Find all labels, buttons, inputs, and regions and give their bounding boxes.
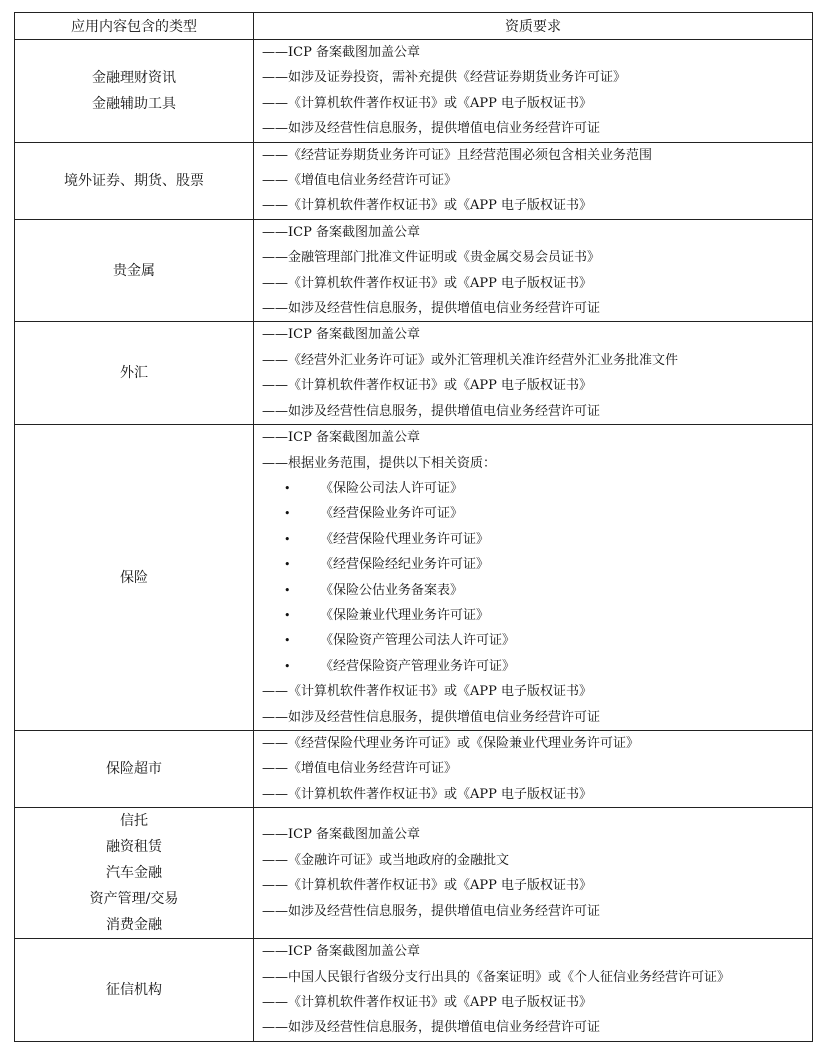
content-type-label: 外汇 xyxy=(120,365,148,382)
bullet-marker: • xyxy=(284,659,291,673)
bullet-requirement xyxy=(262,552,812,577)
content-type-cell xyxy=(15,40,254,143)
requirement-line xyxy=(262,965,812,990)
requirement-line xyxy=(262,399,812,424)
table-row xyxy=(15,939,813,1042)
content-type-cell xyxy=(15,425,254,731)
requirement-text: ——如涉及经营性信息服务，提供增值电信业务经营许可证 xyxy=(262,121,601,137)
requirement-text: ——如涉及经营性信息服务，提供增值电信业务经营许可证 xyxy=(262,1020,601,1036)
requirement-line xyxy=(262,425,812,450)
content-type-label: 消费金融 xyxy=(106,917,162,934)
bullet-marker: • xyxy=(284,634,291,648)
content-type-label: 保险 xyxy=(120,569,148,586)
requirement-line xyxy=(262,168,812,193)
requirement-text: ——《计算机软件著作权证书》或《APP 电子版权证书》 xyxy=(262,786,593,802)
requirement-line xyxy=(262,40,812,65)
requirements-cell xyxy=(254,425,813,731)
qualification-table xyxy=(14,12,813,1042)
bullet-marker: • xyxy=(284,608,291,622)
content-type-label: 汽车金融 xyxy=(106,865,162,882)
requirements-cell xyxy=(254,219,813,322)
content-type-label: 金融理财资讯 xyxy=(92,69,176,86)
content-type-label: 征信机构 xyxy=(106,982,162,998)
content-type-cell xyxy=(15,939,254,1042)
bullet-marker: • xyxy=(284,507,291,521)
table-row xyxy=(15,322,813,425)
requirement-line xyxy=(262,245,812,270)
bullet-requirement xyxy=(262,578,812,603)
requirement-text: ——如涉及经营性信息服务，提供增值电信业务经营许可证 xyxy=(262,709,601,725)
requirements-cell xyxy=(254,322,813,425)
requirement-text: ——根据业务范围，提供以下相关资质： xyxy=(262,455,497,471)
header-content-type: 应用内容包含的类型 xyxy=(15,13,254,40)
requirement-line xyxy=(262,91,812,116)
requirements-cell xyxy=(254,808,813,939)
requirement-line xyxy=(262,322,812,347)
requirement-line xyxy=(262,939,812,964)
requirement-line xyxy=(262,451,812,476)
requirement-line xyxy=(262,220,812,245)
requirement-text: ——《计算机软件著作权证书》或《APP 电子版权证书》 xyxy=(262,95,593,111)
content-type-cell xyxy=(15,730,254,807)
requirement-text: 《经营保险资产管理业务许可证》 xyxy=(320,658,516,674)
requirement-text: ——ICP 备案截图加盖公章 xyxy=(262,224,420,240)
content-type-label: 融资租赁 xyxy=(106,839,162,856)
requirement-text: ——《计算机软件著作权证书》或《APP 电子版权证书》 xyxy=(262,878,593,894)
requirement-line xyxy=(262,373,812,398)
content-type-cell xyxy=(15,322,254,425)
requirement-text: ——《经营外汇业务许可证》或外汇管理机关准许经营外汇业务批准文件 xyxy=(262,352,679,368)
content-type-label: 资产管理/交易 xyxy=(89,891,179,908)
requirement-line xyxy=(262,65,812,90)
content-type-label: 保险超市 xyxy=(106,761,162,778)
requirement-text: 《经营保险业务许可证》 xyxy=(320,506,464,522)
requirement-text: ——中国人民银行省级分支行出具的《备案证明》或《个人征信业务经营许可证》 xyxy=(262,969,731,985)
requirement-text: ——ICP 备案截图加盖公章 xyxy=(262,827,420,843)
bullet-requirement xyxy=(262,628,812,653)
header-requirements: 资质要求 xyxy=(254,13,813,40)
table-row xyxy=(15,219,813,322)
content-type-cell xyxy=(15,142,254,219)
table-row xyxy=(15,425,813,731)
content-type-label: 境外证券、期货、股票 xyxy=(64,172,204,189)
requirement-text: ——如涉及经营性信息服务，提供增值电信业务经营许可证 xyxy=(262,403,601,419)
requirements-cell xyxy=(254,730,813,807)
content-type-label: 贵金属 xyxy=(113,262,155,279)
requirements-cell xyxy=(254,939,813,1042)
header-row xyxy=(15,13,813,40)
bullet-marker: • xyxy=(284,583,291,597)
requirement-text: ——如涉及经营性信息服务，提供增值电信业务经营许可证 xyxy=(262,301,601,317)
requirement-text: ——ICP 备案截图加盖公章 xyxy=(262,430,420,446)
requirement-text: ——《经营证券期货业务许可证》且经营范围必须包含相关业务范围 xyxy=(262,147,653,163)
requirement-text: ——《计算机软件著作权证书》或《APP 电子版权证书》 xyxy=(262,995,593,1010)
content-type-cell xyxy=(15,808,254,939)
requirement-text: ——《计算机软件著作权证书》或《APP 电子版权证书》 xyxy=(262,684,593,700)
requirement-text: ——《计算机软件著作权证书》或《APP 电子版权证书》 xyxy=(262,275,593,291)
bullet-requirement xyxy=(262,603,812,628)
bullet-requirement xyxy=(262,501,812,526)
requirement-text: 《保险资产管理公司法人许可证》 xyxy=(320,633,516,649)
requirement-line xyxy=(262,1015,812,1040)
bullet-requirement xyxy=(262,654,812,679)
requirement-text: ——《增值电信业务经营许可证》 xyxy=(262,173,458,189)
requirement-line xyxy=(262,731,812,756)
requirement-line xyxy=(262,116,812,141)
requirement-line xyxy=(262,348,812,373)
requirement-line xyxy=(262,756,812,781)
requirement-text: 《经营保险经纪业务许可证》 xyxy=(320,557,490,573)
table-row xyxy=(15,808,813,939)
requirement-line xyxy=(262,899,812,924)
requirement-line xyxy=(262,271,812,296)
requirement-line xyxy=(262,848,812,873)
bullet-marker: • xyxy=(284,558,291,572)
content-type-label: 信托 xyxy=(120,813,148,830)
table-row xyxy=(15,730,813,807)
requirement-text: ——ICP 备案截图加盖公章 xyxy=(262,45,420,60)
requirement-text: ——《金融许可证》或当地政府的金融批文 xyxy=(262,852,510,868)
bullet-requirement xyxy=(262,527,812,552)
requirement-line xyxy=(262,990,812,1015)
requirement-text: ——《计算机软件著作权证书》或《APP 电子版权证书》 xyxy=(262,378,593,394)
requirements-cell xyxy=(254,40,813,143)
requirement-text: 《保险兼业代理业务许可证》 xyxy=(320,607,490,623)
requirement-line xyxy=(262,782,812,807)
requirement-text: ——《计算机软件著作权证书》或《APP 电子版权证书》 xyxy=(262,198,593,214)
bullet-marker: • xyxy=(284,532,291,546)
content-type-label: 金融辅助工具 xyxy=(92,95,176,112)
requirement-line xyxy=(262,296,812,321)
requirement-line xyxy=(262,143,812,168)
requirement-text: ——《经营保险代理业务许可证》或《保险兼业代理业务许可证》 xyxy=(262,735,640,751)
requirement-text: 《保险公估业务备案表》 xyxy=(320,582,464,598)
requirement-text: ——金融管理部门批准文件证明或《贵金属交易会员证书》 xyxy=(262,250,601,266)
table-row xyxy=(15,40,813,143)
requirement-line xyxy=(262,705,812,730)
requirements-cell xyxy=(254,142,813,219)
requirement-line xyxy=(262,873,812,898)
requirement-text: ——ICP 备案截图加盖公章 xyxy=(262,944,420,960)
requirement-text: 《保险公司法人许可证》 xyxy=(320,480,464,496)
requirement-line xyxy=(262,822,812,847)
requirement-line xyxy=(262,193,812,218)
requirement-text: ——如涉及证券投资，需补充提供《经营证券期货业务许可证》 xyxy=(262,70,627,86)
bullet-requirement xyxy=(262,476,812,501)
requirement-text: 《经营保险代理业务许可证》 xyxy=(320,531,490,547)
table-row xyxy=(15,142,813,219)
requirement-text: ——《增值电信业务经营许可证》 xyxy=(262,761,458,777)
content-type-cell xyxy=(15,219,254,322)
requirement-text: ——ICP 备案截图加盖公章 xyxy=(262,327,420,343)
requirement-text: ——如涉及经营性信息服务，提供增值电信业务经营许可证 xyxy=(262,903,601,919)
requirement-line xyxy=(262,679,812,704)
bullet-marker: • xyxy=(284,481,291,495)
